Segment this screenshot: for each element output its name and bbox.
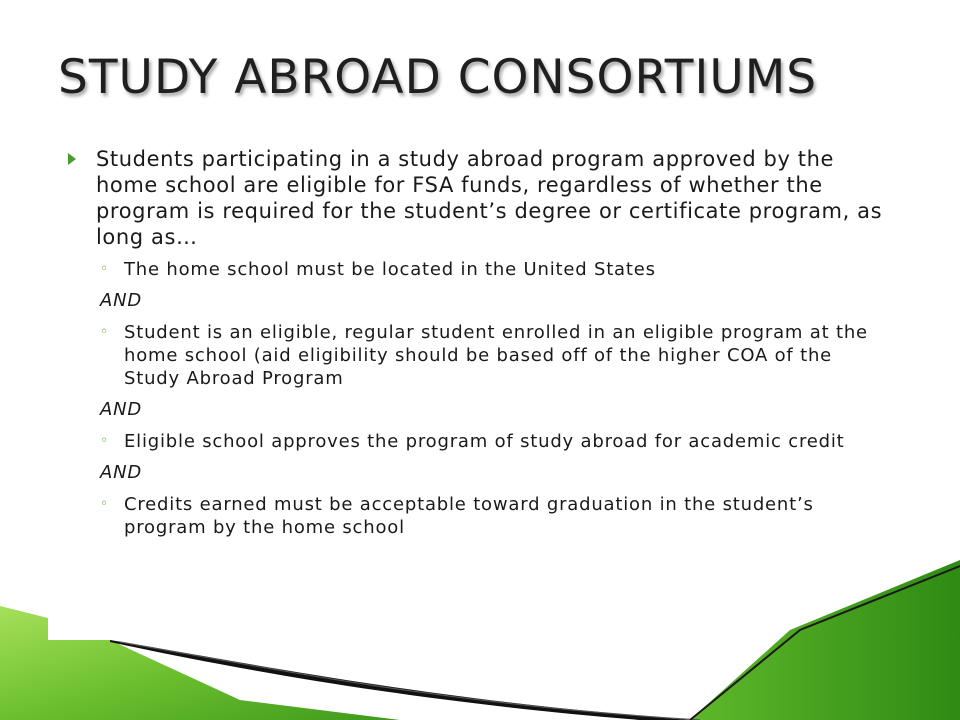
connector-and: AND: [100, 462, 143, 483]
condition-text: Credits earned must be acceptable toward graduation in the student’s program by the home school: [124, 494, 814, 538]
slide-body: [62, 146, 892, 547]
condition-item: [62, 430, 892, 453]
condition-text: Eligible school approves the program of study abroad for academic credit: [124, 431, 845, 452]
condition-item: [62, 258, 892, 281]
ring-bullet-icon: ◦: [100, 261, 110, 277]
ring-bullet-icon: ◦: [100, 496, 110, 512]
slide-title: STUDY ABROAD CONSORTIUMS: [58, 50, 818, 105]
green-band: [690, 560, 960, 720]
ring-bullet-icon: ◦: [100, 433, 110, 449]
ring-bullet-icon: ◦: [100, 324, 110, 340]
triangle-bullet-icon: [68, 153, 76, 165]
condition-item: [62, 321, 892, 390]
condition-item: [62, 493, 892, 539]
connector-and: AND: [100, 399, 143, 420]
intro-bullet: [62, 146, 892, 250]
connector-and: AND: [100, 290, 143, 311]
condition-text: Student is an eligible, regular student enrolled in an eligible program at the home school (aid eligibility should be based off of the higher COA of the Study Abroad Program: [124, 322, 868, 389]
condition-text: The home school must be located in the United States: [124, 259, 656, 280]
intro-text: Students participating in a study abroad program approved by the home school are eligible for FSA funds, regardless of whether the program is required for the student’s degree or certificate program, as long as…: [96, 147, 883, 249]
